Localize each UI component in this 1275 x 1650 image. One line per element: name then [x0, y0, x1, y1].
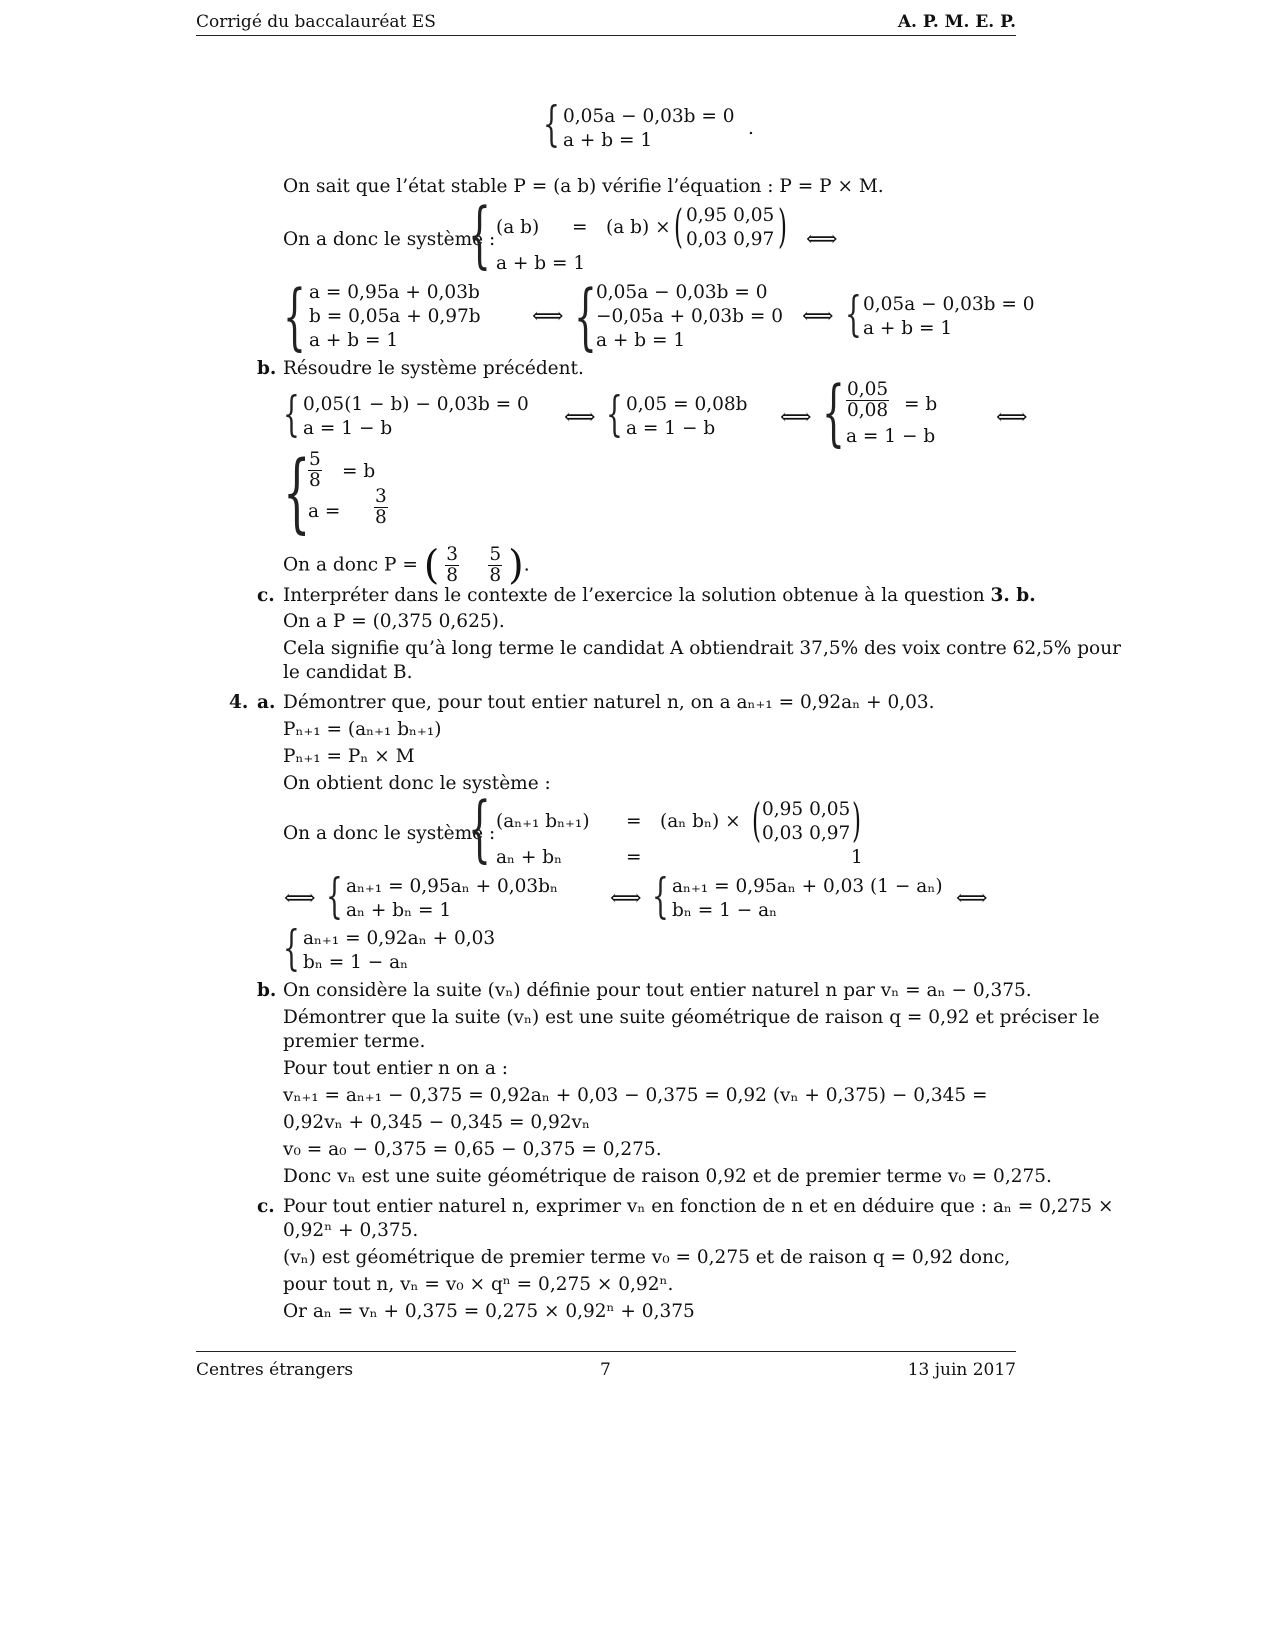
header-rule	[196, 35, 1016, 36]
matrix-row1: 0,95 0,05	[686, 205, 775, 226]
q3c-title-ref: 3. b.	[990, 585, 1036, 606]
q4c-label: c.	[257, 1196, 275, 1217]
brace: {	[543, 96, 560, 152]
equiv-arrow: ⟺	[284, 886, 316, 911]
b-s1-row2: a = 1 − b	[303, 418, 393, 439]
q3c-line3: le candidat B.	[283, 662, 413, 683]
fraction-denominator: 8	[309, 470, 321, 491]
equiv-arrow: ⟺	[806, 227, 838, 252]
q3c-line1: On a P = (0,375 0,625).	[283, 611, 505, 632]
q4a-e2-row2: bₙ = 1 − aₙ	[672, 900, 778, 921]
b-s1-row1: 0,05(1 − b) − 0,03b = 0	[303, 394, 529, 415]
b-s2-row1: 0,05 = 0,08b	[626, 394, 748, 415]
fraction-denominator: 8	[489, 565, 502, 586]
q3b-result: On a donc P = ( $\frac{3}{8}$ $\frac{5}{8}$ ).	[283, 542, 530, 589]
b-s4-frac	[308, 450, 322, 491]
q4c-line5: Or aₙ = vₙ + 0,375 = 0,275 × 0,92ⁿ + 0,375	[283, 1301, 695, 1322]
q4b-line5: vₙ₊₁ = aₙ₊₁ − 0,375 = 0,92aₙ + 0,03 − 0,375 = 0,92 (vₙ + 0,375) − 0,345 =	[283, 1085, 988, 1106]
q4a-e1-row2: aₙ + bₙ = 1	[346, 900, 452, 921]
brace: {	[468, 786, 491, 870]
brace: {	[283, 274, 306, 358]
equiv-arrow: ⟺	[564, 405, 596, 430]
q4b-line8: Donc vₙ est une suite géométrique de raison 0,92 et de premier terme v₀ = 0,275.	[283, 1166, 1052, 1187]
brace: {	[606, 386, 623, 442]
brace: {	[326, 868, 343, 924]
equiv-arrow: ⟺	[532, 304, 564, 329]
s2-row3: a + b = 1	[596, 330, 686, 351]
b-s2-row2: a = 1 − b	[626, 418, 716, 439]
q4c-line1: Pour tout entier naturel n, exprimer vₙ en fonction de n et en déduire que : aₙ = 0,275 ×	[283, 1196, 1114, 1217]
q4a-line3: On obtient donc le système :	[283, 773, 551, 794]
s1-row1: a = 0,95a + 0,03b	[309, 282, 480, 303]
q4c-line2: 0,92ⁿ + 0,375.	[283, 1220, 419, 1241]
fraction-numerator: 0,05	[847, 379, 889, 400]
q4b-line2: Démontrer que la suite (vₙ) est une suite géométrique de raison q = 0,92 et préciser le	[283, 1007, 1100, 1028]
q4b-line3: premier terme.	[283, 1031, 426, 1052]
q4a-e1-row1: aₙ₊₁ = 0,95aₙ + 0,03bₙ	[346, 876, 559, 897]
equiv-arrow: ⟺	[802, 304, 834, 329]
page-number: 7	[600, 1360, 611, 1380]
result-prefix: On a donc P =	[283, 554, 418, 576]
brace: {	[822, 370, 845, 454]
q4b-line6: 0,92vₙ + 0,345 − 0,345 = 0,92vₙ	[283, 1112, 591, 1133]
q3c-title	[283, 584, 1036, 608]
top-system-dot: .	[748, 118, 754, 139]
b-s4-frac2	[374, 487, 388, 528]
s3-row2: a + b = 1	[863, 318, 953, 339]
brace: {	[468, 192, 491, 276]
fraction-numerator: 5	[489, 544, 502, 565]
q3c-title-text: Interpréter dans le contexte de l’exercice la solution obtenue à la question	[283, 585, 985, 606]
q4a-sys-row2: aₙ + bₙ	[496, 847, 563, 868]
b-s4-row2: a =	[308, 501, 341, 522]
top-system-row1: 0,05a − 0,03b = 0	[563, 106, 735, 127]
brace: {	[283, 386, 300, 442]
q3b-label: b.	[257, 358, 277, 379]
footer-rule	[196, 1351, 1016, 1352]
fraction-numerator: 3	[446, 544, 459, 565]
fraction-denominator: 8	[375, 507, 387, 528]
equiv-arrow: ⟺	[996, 405, 1028, 430]
sys-row1-left: (a b)	[496, 217, 540, 238]
b-s3-frac	[846, 380, 889, 421]
sys-row2: a + b = 1	[496, 253, 586, 274]
footer-date: 13 juin 2017	[907, 1360, 1016, 1380]
q4b-label: b.	[257, 980, 277, 1001]
brace: {	[283, 920, 300, 976]
q4a-matrix-row2: 0,03 0,97	[762, 823, 851, 844]
q3b-title: Résoudre le système précédent.	[283, 358, 584, 379]
brace: {	[845, 286, 862, 342]
paren-left: (	[423, 542, 440, 589]
q4b-line1: On considère la suite (vₙ) définie pour tout entier naturel n par vₙ = aₙ − 0,375.	[283, 980, 1032, 1001]
q4-number: 4.	[229, 692, 249, 713]
matrix-paren-left: (	[752, 793, 761, 847]
q4a-e3-row1: aₙ₊₁ = 0,92aₙ + 0,03	[303, 928, 496, 949]
fraction-denominator: 0,08	[847, 400, 889, 421]
brace: {	[574, 274, 597, 358]
equiv-arrow: ⟺	[956, 886, 988, 911]
matrix-row2: 0,03 0,97	[686, 229, 775, 250]
b-s3-row2: a = 1 − b	[846, 426, 936, 447]
q4b-line7: v₀ = a₀ − 0,375 = 0,65 − 0,375 = 0,275.	[283, 1139, 662, 1160]
b-s4-row1: = b	[342, 461, 376, 482]
q4a-sys-row2-val: 1	[851, 847, 863, 868]
q4a-line2: Pₙ₊₁ = Pₙ × M	[283, 746, 415, 767]
q4b-line4: Pour tout entier n on a :	[283, 1058, 509, 1079]
q4a-sys-row1-left: (aₙ₊₁ bₙ₊₁)	[496, 811, 590, 832]
q4a-label: a.	[257, 692, 276, 713]
q4c-line4: pour tout n, vₙ = v₀ × qⁿ = 0,275 × 0,92ⁿ.	[283, 1274, 674, 1295]
matrix-paren-right: )	[778, 199, 787, 253]
q3c-label: c.	[257, 585, 275, 606]
header-brand: A. P. M. E. P.	[897, 12, 1016, 32]
q4a-system-intro: On a donc le système :	[283, 823, 496, 844]
sys-row1-right: (a b) ×	[606, 217, 671, 238]
brace: {	[652, 868, 669, 924]
s3-row1: 0,05a − 0,03b = 0	[863, 294, 1035, 315]
q4a-line1: Pₙ₊₁ = (aₙ₊₁ bₙ₊₁)	[283, 719, 442, 740]
header-title: Corrigé du baccalauréat ES	[196, 12, 436, 32]
q4a-sys-row2-eq: =	[626, 847, 642, 868]
equiv-arrow: ⟺	[780, 405, 812, 430]
top-system-row2: a + b = 1	[563, 130, 653, 151]
paren-right: )	[508, 542, 524, 589]
stable-state-line: On sait que l’état stable P = (a b) vérifie l’équation : P = P × M.	[283, 176, 884, 197]
s2-row1: 0,05a − 0,03b = 0	[596, 282, 768, 303]
q4a-sys-row1-right: (aₙ bₙ) ×	[660, 811, 741, 832]
q4a-e2-row1: aₙ₊₁ = 0,95aₙ + 0,03 (1 − aₙ)	[672, 876, 943, 897]
q4a-sys-row1-eq: =	[626, 811, 642, 832]
s2-row2: −0,05a + 0,03b = 0	[596, 306, 784, 327]
q3c-line2: Cela signifie qu’à long terme le candidat A obtiendrait 37,5% des voix contre 62,5% pour	[283, 638, 1121, 659]
sys-row1-eq: =	[572, 217, 588, 238]
fraction-denominator: 8	[446, 565, 459, 586]
system-intro: On a donc le système :	[283, 229, 496, 250]
equiv-arrow: ⟺	[610, 886, 642, 911]
s1-row3: a + b = 1	[309, 330, 399, 351]
footer-left: Centres étrangers	[196, 1360, 354, 1380]
q4c-line3: (vₙ) est géométrique de premier terme v₀ = 0,275 et de raison q = 0,92 donc,	[283, 1247, 1011, 1268]
matrix-paren-right: )	[852, 793, 861, 847]
q4a-e3-row2: bₙ = 1 − aₙ	[303, 952, 409, 973]
q4a-title: Démontrer que, pour tout entier naturel n, on a aₙ₊₁ = 0,92aₙ + 0,03.	[283, 692, 935, 713]
brace: {	[283, 443, 311, 543]
q4a-matrix-row1: 0,95 0,05	[762, 799, 851, 820]
fraction-numerator: 3	[375, 486, 387, 507]
matrix-paren-left: (	[674, 199, 683, 253]
b-s3-row1: = b	[904, 394, 938, 415]
s1-row2: b = 0,05a + 0,97b	[309, 306, 481, 327]
fraction-numerator: 5	[309, 449, 321, 470]
